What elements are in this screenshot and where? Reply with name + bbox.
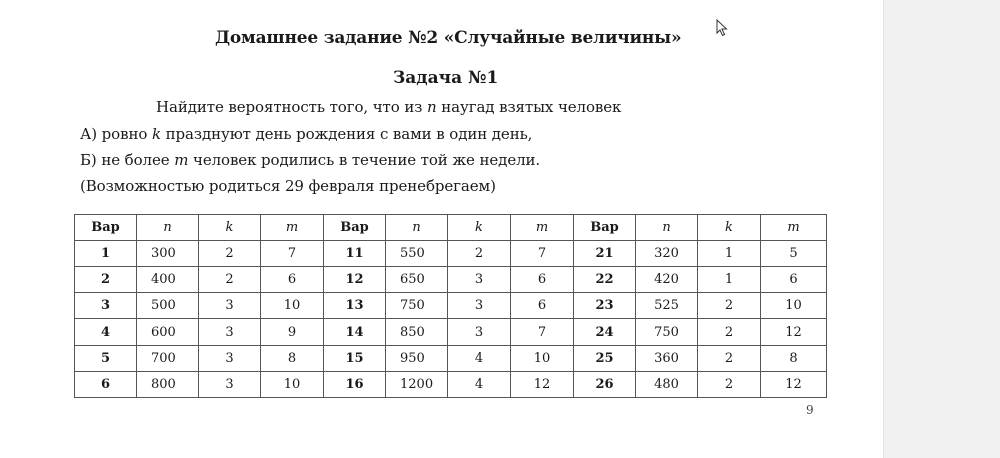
canvas-background — [883, 0, 1000, 458]
table-cell: 700 — [137, 345, 199, 371]
table-cell: 15 — [324, 345, 386, 371]
table-cell: 480 — [636, 371, 698, 397]
task-line-b: Б) не более m человек родились в течение той же недели. — [80, 151, 541, 169]
table-cell: 300 — [137, 241, 199, 267]
table-row — [75, 241, 827, 267]
table-cell: 2 — [199, 267, 261, 293]
document-title: Домашнее задание №2 «Случайные величины» — [215, 28, 682, 48]
table-cell: 7 — [511, 241, 574, 267]
header-var: Вар — [324, 215, 386, 241]
table-cell: 8 — [261, 345, 324, 371]
table-cell: 2 — [698, 371, 761, 397]
table-cell: 3 — [448, 267, 511, 293]
table-cell: 2 — [698, 319, 761, 345]
table-cell: 4 — [75, 319, 137, 345]
header-n: n — [636, 215, 698, 241]
table-cell: 3 — [448, 319, 511, 345]
header-var: Вар — [75, 215, 137, 241]
header-m: m — [761, 215, 827, 241]
task-title: Задача №1 — [393, 68, 499, 88]
table-cell: 6 — [75, 371, 137, 397]
table-cell: 2 — [75, 267, 137, 293]
variants-table — [74, 214, 827, 398]
table-row — [75, 345, 827, 371]
table-row — [75, 371, 827, 397]
table-cell: 550 — [386, 241, 448, 267]
table-cell: 650 — [386, 267, 448, 293]
table-cell: 26 — [574, 371, 636, 397]
table-header-row — [75, 215, 827, 241]
table-cell: 600 — [137, 319, 199, 345]
table-cell: 3 — [199, 371, 261, 397]
mouse-pointer-icon — [716, 19, 728, 37]
table-row — [75, 319, 827, 345]
table-cell: 6 — [511, 293, 574, 319]
table-cell: 5 — [761, 241, 827, 267]
table-cell: 3 — [199, 345, 261, 371]
table-cell: 25 — [574, 345, 636, 371]
page-number: 9 — [806, 403, 814, 417]
table-cell: 12 — [324, 267, 386, 293]
header-k: k — [698, 215, 761, 241]
table-cell: 500 — [137, 293, 199, 319]
table-cell: 24 — [574, 319, 636, 345]
table-cell: 7 — [511, 319, 574, 345]
var-m: m — [174, 151, 189, 169]
table-cell: 10 — [511, 345, 574, 371]
table-cell: 4 — [448, 345, 511, 371]
table-cell: 2 — [448, 241, 511, 267]
table-cell: 12 — [761, 371, 827, 397]
var-n: n — [427, 98, 437, 116]
header-n: n — [386, 215, 448, 241]
table-cell: 10 — [261, 371, 324, 397]
header-n: n — [137, 215, 199, 241]
header-m: m — [261, 215, 324, 241]
var-k: k — [151, 125, 161, 143]
table-cell: 1200 — [386, 371, 448, 397]
task-line-a: А) ровно k празднуют день рождения с вами в один день, — [80, 125, 533, 143]
table-cell: 420 — [636, 267, 698, 293]
header-k: k — [448, 215, 511, 241]
table-cell: 11 — [324, 241, 386, 267]
table-cell: 360 — [636, 345, 698, 371]
table-cell: 3 — [75, 293, 137, 319]
table-cell: 750 — [386, 293, 448, 319]
table-cell: 8 — [761, 345, 827, 371]
header-k: k — [199, 215, 261, 241]
table-cell: 6 — [511, 267, 574, 293]
table-cell: 850 — [386, 319, 448, 345]
task-line-1: Найдите вероятность того, что из n наугад взятых человек — [156, 98, 622, 116]
table-cell: 10 — [261, 293, 324, 319]
table-cell: 400 — [137, 267, 199, 293]
task-line-note: (Возможностью родиться 29 февраля пренебрегаем) — [80, 177, 496, 195]
table-cell: 800 — [137, 371, 199, 397]
header-var: Вар — [574, 215, 636, 241]
table-cell: 1 — [75, 241, 137, 267]
table-cell: 16 — [324, 371, 386, 397]
header-m: m — [511, 215, 574, 241]
table-cell: 22 — [574, 267, 636, 293]
table-cell: 12 — [761, 319, 827, 345]
table-cell: 525 — [636, 293, 698, 319]
table-cell: 21 — [574, 241, 636, 267]
table-cell: 10 — [761, 293, 827, 319]
table-cell: 3 — [199, 319, 261, 345]
table-cell: 4 — [448, 371, 511, 397]
table-cell: 3 — [448, 293, 511, 319]
table-cell: 2 — [698, 345, 761, 371]
table-cell: 1 — [698, 267, 761, 293]
table-cell: 6 — [261, 267, 324, 293]
table-cell: 7 — [261, 241, 324, 267]
table-cell: 2 — [199, 241, 261, 267]
table-cell: 320 — [636, 241, 698, 267]
table-row — [75, 293, 827, 319]
table-cell: 3 — [199, 293, 261, 319]
table-cell: 5 — [75, 345, 137, 371]
table-cell: 2 — [698, 293, 761, 319]
table-cell: 23 — [574, 293, 636, 319]
table-cell: 14 — [324, 319, 386, 345]
table-cell: 12 — [511, 371, 574, 397]
table-cell: 1 — [698, 241, 761, 267]
table-cell: 950 — [386, 345, 448, 371]
table-cell: 750 — [636, 319, 698, 345]
table-cell: 13 — [324, 293, 386, 319]
table-cell: 6 — [761, 267, 827, 293]
table-row — [75, 267, 827, 293]
table-cell: 9 — [261, 319, 324, 345]
